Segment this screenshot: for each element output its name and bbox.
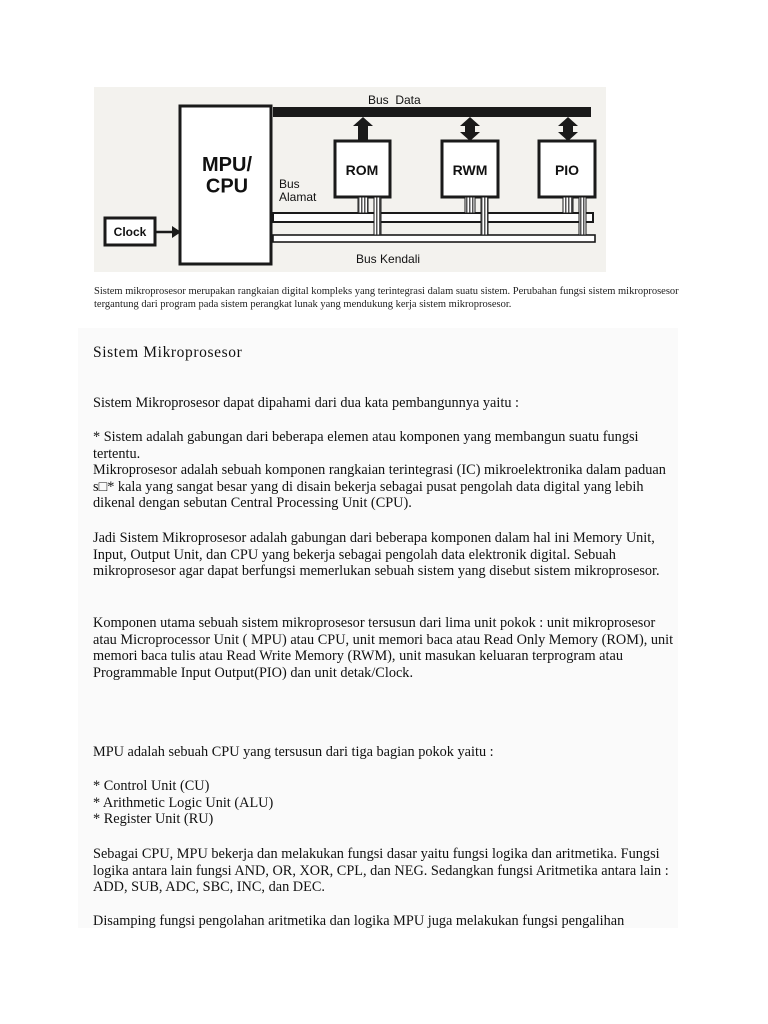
list-mpu-parts: * Control Unit (CU) * Arithmetic Logic Unit (ALU) * Register Unit (RU) [93,778,274,827]
rom-label: ROM [345,162,379,178]
rom-control-connector [374,197,381,235]
block-diagram [94,87,606,272]
bus-data-line [273,107,591,117]
rwm-data-arrow [460,117,480,141]
rom-block [335,141,390,197]
rwm-address-connector [465,197,475,213]
paragraph-pengalihan: Disamping fungsi pengolahan aritmetika dan logika MPU juga melakukan fungsi pengalihan [93,913,625,928]
diagram-caption: Sistem mikroprosesor merupakan rangkaian digital kompleks yang terintegrasi dalam suatu sistem. Perubahan fungsi sistem mikroprosesor tergantung dari program pada sistem perangkat lunak yang mendukung kerja sistem mikroprosesor. [94,286,679,310]
paragraph-sistem-mikroprosesor: Jadi Sistem Mikroprosesor adalah gabungan dari beberapa komponen dalam hal ini Memory Unit, Input, Output Unit, dan CPU yang bekerja sebagai pengolah data elektronik digital. Sebuah mikroprosesor agar dapat berfungsi memerlukan sebuah sistem yang disebut sistem mikroprosesor. [93,530,660,579]
pio-data-arrow [558,117,578,141]
rwm-block [442,141,498,197]
rom-data-arrow [353,117,373,141]
bus-kendali-label: Bus Kendali [356,252,421,266]
bus-alamat-line [273,213,593,222]
rwm-label: RWM [452,162,488,178]
pio-label: PIO [554,162,580,178]
paragraph-komponen-utama: Komponen utama sebuah sistem mikroprosesor tersusun dari lima unit pokok : unit mikroprosesor atau Microprocessor Unit ( MPU) atau CPU, unit memori baca atau Read Only Memory (ROM), unit memori baca tulis atau Read Write Memory (RWM), unit masukan keluaran terprogram atau Programmable Input Output(PIO) dan unit detak/Clock. [93,615,674,681]
pio-control-connector [579,197,586,235]
article-title: Sistem Mikroprosesor [93,344,243,361]
mpu-cpu-label: MPU/ CPU [202,154,252,198]
clock-block [105,218,155,245]
rom-address-connector [358,197,368,213]
paragraph-intro: Sistem Mikroprosesor dapat dipahami dari dua kata pembangunnya yaitu : [93,395,520,411]
article-body [78,328,678,928]
bus-data-label: Bus Data [368,93,421,107]
pio-address-connector [563,197,573,213]
paragraph-fungsi: Sebagai CPU, MPU bekerja dan melakukan fungsi dasar yaitu fungsi logika dan aritmetika. Fungsi logika antara lain fungsi AND, OR, XOR, CPL, dan NEG. Sedangkan fungsi Aritmetika antara lain : ADD, SUB, ADC, SBC, INC, dan DEC. [93,846,669,895]
mpu-cpu-block [180,106,271,264]
rwm-control-connector [481,197,488,235]
clock-label: Clock [113,225,147,239]
pio-block [539,141,595,197]
paragraph-definitions: * Sistem adalah gabungan dari beberapa elemen atau komponen yang membangun suatu fungsi tertentu. Mikroprosesor adalah sebuah komponen rangkaian terintegrasi (IC) mikroelektronika dalam paduan s□* kala yang sangat besar yang di disain bekerja sebagai pusat pengolah data digital yang lebih dikenal dengan sebutan Central Processing Unit (CPU). [93,429,666,511]
bus-alamat-label: Bus Alamat [279,177,317,204]
clock-arrow [155,226,181,238]
paragraph-mpu: MPU adalah sebuah CPU yang tersusun dari tiga bagian pokok yaitu : [93,744,494,760]
bus-kendali-line [273,235,595,242]
